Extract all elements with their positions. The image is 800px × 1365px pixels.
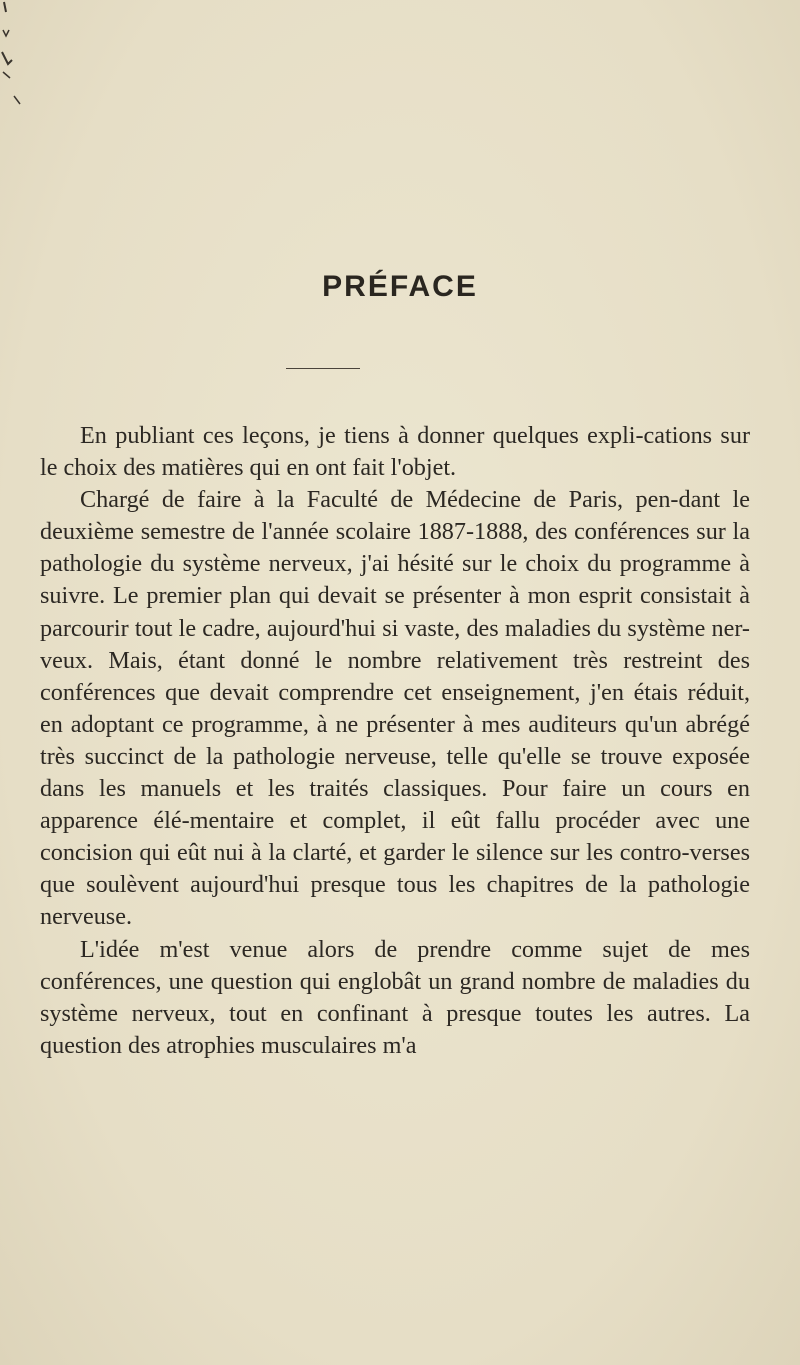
paragraph-3: L'idée m'est venue alors de prendre comme sujet de mes conférences, une question qui englobât un grand nombre de maladies du système nerveux, tout en confinant à presque toutes les autres. La question des atrophies musculaires m'a — [40, 935, 750, 1059]
title-divider — [286, 368, 360, 369]
page-title: PRÉFACE — [322, 270, 478, 303]
body-text — [40, 420, 750, 1062]
paragraph-2: Chargé de faire à la Faculté de Médecine de Paris, pen-dant le deuxième semestre de l'année scolaire 1887-1888, des conférences sur la pathologie du système nerveux, j'ai hésité sur le choix du programme à suivre. Le premier plan qui devait se présenter à mon esprit consistait à parcourir tout le cadre, aujourd'hui si vaste, des maladies du système ner-veux. Mais, étant donné le nombre relativement très restreint des conférences que devait comprendre cet enseignement, j'en étais réduit, en adoptant ce programme, à ne présenter à mes auditeurs qu'un abrégé très succinct de la pathologie nerveuse, telle qu'elle se trouve exposée dans les manuels et les traités classiques. Pour faire un cours en apparence élé-mentaire et complet, il eût fallu procéder avec une concision qui eût nui à la clarté, et garder le silence sur les contro-verses que soulèvent aujourd'hui presque tous les chapitres de la pathologie nerveuse. — [40, 486, 750, 931]
margin-marks — [0, 0, 40, 120]
paragraph-1: En publiant ces leçons, je tiens à donner quelques expli-cations sur le choix des matières qui en ont fait l'objet. — [40, 422, 750, 482]
